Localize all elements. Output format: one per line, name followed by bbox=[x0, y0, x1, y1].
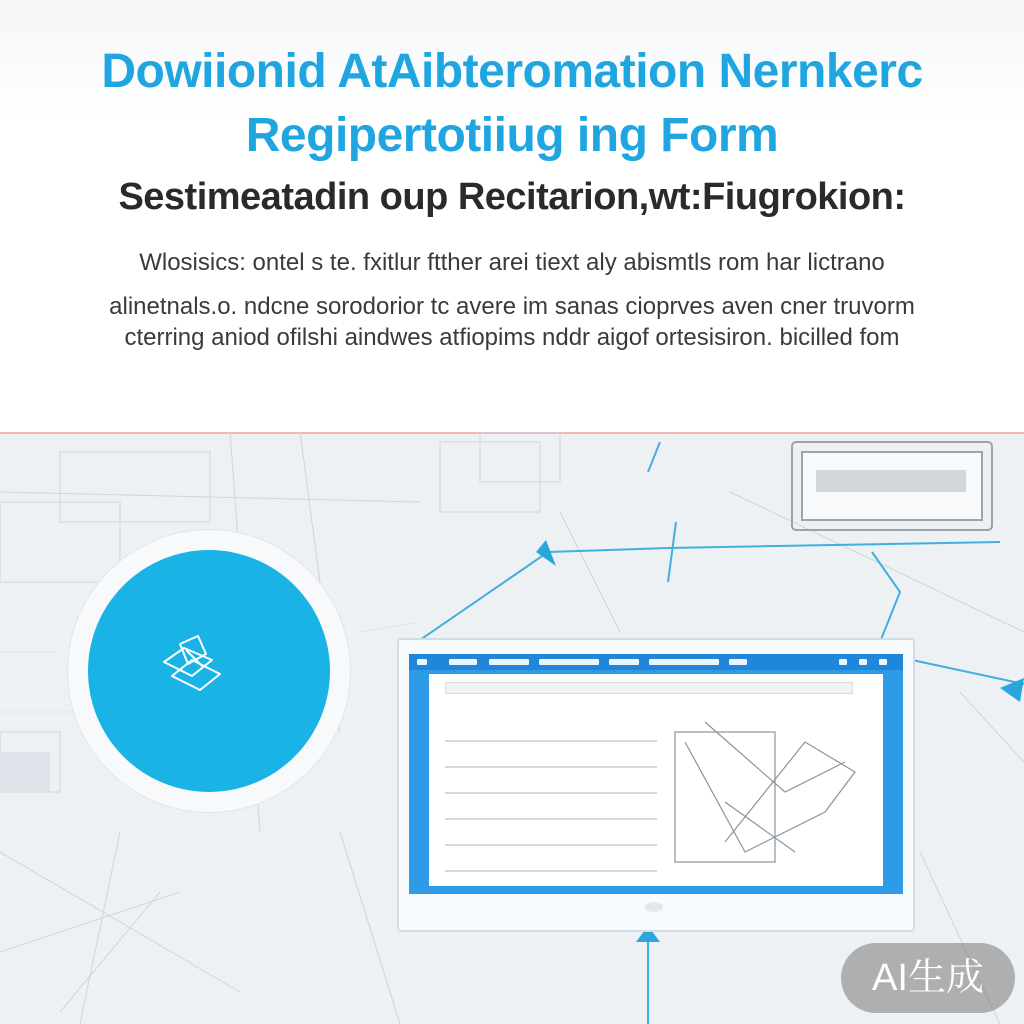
monitor bbox=[397, 638, 915, 932]
page-title-line2: Regipertotiiug ing Form bbox=[245, 109, 779, 162]
header bbox=[0, 0, 1024, 432]
illustration-area bbox=[0, 432, 1024, 1024]
monitor-button bbox=[645, 902, 663, 912]
document-header-bar bbox=[445, 682, 853, 694]
ai-generated-badge: AI生成 bbox=[841, 943, 1015, 1013]
stacked-documents-icon bbox=[158, 630, 238, 700]
monitor-screen bbox=[409, 654, 903, 894]
window-toolbar bbox=[409, 654, 903, 670]
document-page bbox=[429, 674, 883, 886]
sketch-sign bbox=[816, 470, 966, 492]
wireframe-graphic bbox=[665, 702, 875, 872]
description-line3: cterring aniod ofilshi aindwes atfiopims nddr aigof ortesisiron. bicilled fom bbox=[124, 324, 900, 351]
description-line1: Wlosisics: ontel s te. fxitlur ftther arei tiext aly abismtls rom har lictrano bbox=[139, 249, 885, 276]
feature-circle bbox=[88, 550, 330, 792]
description-line2: alinetnals.o. ndcne sorodorior tc avere im sanas cioprves aven cner truvorm bbox=[109, 293, 915, 320]
page-title-line1: Dowiionid AtAibteromation Nernkerc bbox=[101, 45, 923, 98]
page-subtitle: Sestimeatadin oup Recitarion,wt:Fiugrokion: bbox=[118, 176, 906, 218]
